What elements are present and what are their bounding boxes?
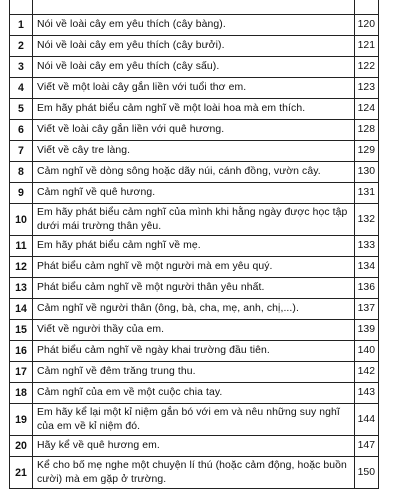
row-number: 17 [10, 362, 33, 383]
table-row [10, 436, 379, 457]
row-page: 129 [355, 141, 379, 162]
row-title: Em hãy phát biểu cảm nghĩ về mẹ. [33, 236, 355, 257]
table-row [10, 141, 379, 162]
row-number: 5 [10, 99, 33, 120]
table-row [10, 236, 379, 257]
row-page: 136 [355, 278, 379, 299]
row-title: Cảm nghĩ về quê hương. [33, 183, 355, 204]
table-row [10, 99, 379, 120]
row-number: 1 [10, 15, 33, 36]
row-number: 15 [10, 320, 33, 341]
row-number: 11 [10, 236, 33, 257]
row-page: 132 [355, 204, 379, 236]
table-row [10, 362, 379, 383]
table-row [10, 162, 379, 183]
row-page: 147 [355, 436, 379, 457]
row-title [33, 0, 355, 15]
row-page: 140 [355, 341, 379, 362]
row-number: 16 [10, 341, 33, 362]
row-title: Em hãy kể lại một kỉ niệm gắn bó với em và nêu những suy nghĩ của em về kỉ niệm đó. [33, 404, 355, 436]
table-row [10, 278, 379, 299]
row-number: 12 [10, 257, 33, 278]
table-row [10, 257, 379, 278]
row-page: 122 [355, 57, 379, 78]
row-page: 133 [355, 236, 379, 257]
table-row [10, 204, 379, 236]
table-row [10, 15, 379, 36]
row-page: 134 [355, 257, 379, 278]
row-number: 8 [10, 162, 33, 183]
row-page: 137 [355, 299, 379, 320]
row-title: Cảm nghĩ về đêm trăng trung thu. [33, 362, 355, 383]
row-page: 120 [355, 15, 379, 36]
table-row [10, 36, 379, 57]
row-page: 123 [355, 78, 379, 99]
row-title: Nói về loài cây em yêu thích (cây bưởi). [33, 36, 355, 57]
row-number [10, 0, 33, 15]
row-page: 139 [355, 320, 379, 341]
row-title: Cảm nghĩ của em về một cuộc chia tay. [33, 383, 355, 404]
table-row [10, 383, 379, 404]
row-title: Viết về cây tre làng. [33, 141, 355, 162]
row-number: 2 [10, 36, 33, 57]
row-number: 19 [10, 404, 33, 436]
row-page: 150 [355, 457, 379, 489]
table-row [10, 320, 379, 341]
row-title: Em hãy phát biểu cảm nghĩ của mình khi hằng ngày được học tập dưới mái trường thân yêu. [33, 204, 355, 236]
row-number: 21 [10, 457, 33, 489]
row-title: Cảm nghĩ về người thân (ông, bà, cha, mẹ, anh, chị,...). [33, 299, 355, 320]
table-row [10, 57, 379, 78]
row-title: Phát biểu cảm nghĩ về một người mà em yêu quý. [33, 257, 355, 278]
row-page [355, 0, 379, 15]
row-title: Kể cho bố mẹ nghe một chuyện lí thú (hoặc cảm động, hoặc buồn cười) mà em gặp ở trường. [33, 457, 355, 489]
table-of-contents [9, 0, 379, 489]
row-number: 9 [10, 183, 33, 204]
row-title: Viết về loài cây gắn liền với quê hương. [33, 120, 355, 141]
row-page: 130 [355, 162, 379, 183]
row-page: 144 [355, 404, 379, 436]
row-number: 18 [10, 383, 33, 404]
row-number: 20 [10, 436, 33, 457]
row-page: 124 [355, 99, 379, 120]
row-page: 143 [355, 383, 379, 404]
table-row [10, 78, 379, 99]
row-title: Phát biểu cảm nghĩ về ngày khai trường đầu tiên. [33, 341, 355, 362]
table-row [10, 299, 379, 320]
row-page: 128 [355, 120, 379, 141]
table-row [10, 183, 379, 204]
row-title: Phát biểu cảm nghĩ về một người thân yêu nhất. [33, 278, 355, 299]
row-title: Nói về loài cây em yêu thích (cây sấu). [33, 57, 355, 78]
row-number: 10 [10, 204, 33, 236]
row-title: Viết về người thầy của em. [33, 320, 355, 341]
row-number: 13 [10, 278, 33, 299]
row-number: 14 [10, 299, 33, 320]
row-title: Viết về một loài cây gắn liền với tuổi thơ em. [33, 78, 355, 99]
row-title: Hãy kể về quê hương em. [33, 436, 355, 457]
table-row [10, 120, 379, 141]
row-number: 7 [10, 141, 33, 162]
row-title: Nói về loài cây em yêu thích (cây bàng). [33, 15, 355, 36]
row-number: 6 [10, 120, 33, 141]
table-row [10, 341, 379, 362]
row-page: 121 [355, 36, 379, 57]
row-title: Cảm nghĩ về dòng sông hoặc dãy núi, cánh đồng, vườn cây. [33, 162, 355, 183]
table-row [10, 0, 379, 15]
table-row [10, 457, 379, 489]
row-title: Em hãy phát biểu cảm nghĩ về một loài hoa mà em thích. [33, 99, 355, 120]
row-number: 3 [10, 57, 33, 78]
row-page: 131 [355, 183, 379, 204]
row-number: 4 [10, 78, 33, 99]
table-row [10, 404, 379, 436]
row-page: 142 [355, 362, 379, 383]
